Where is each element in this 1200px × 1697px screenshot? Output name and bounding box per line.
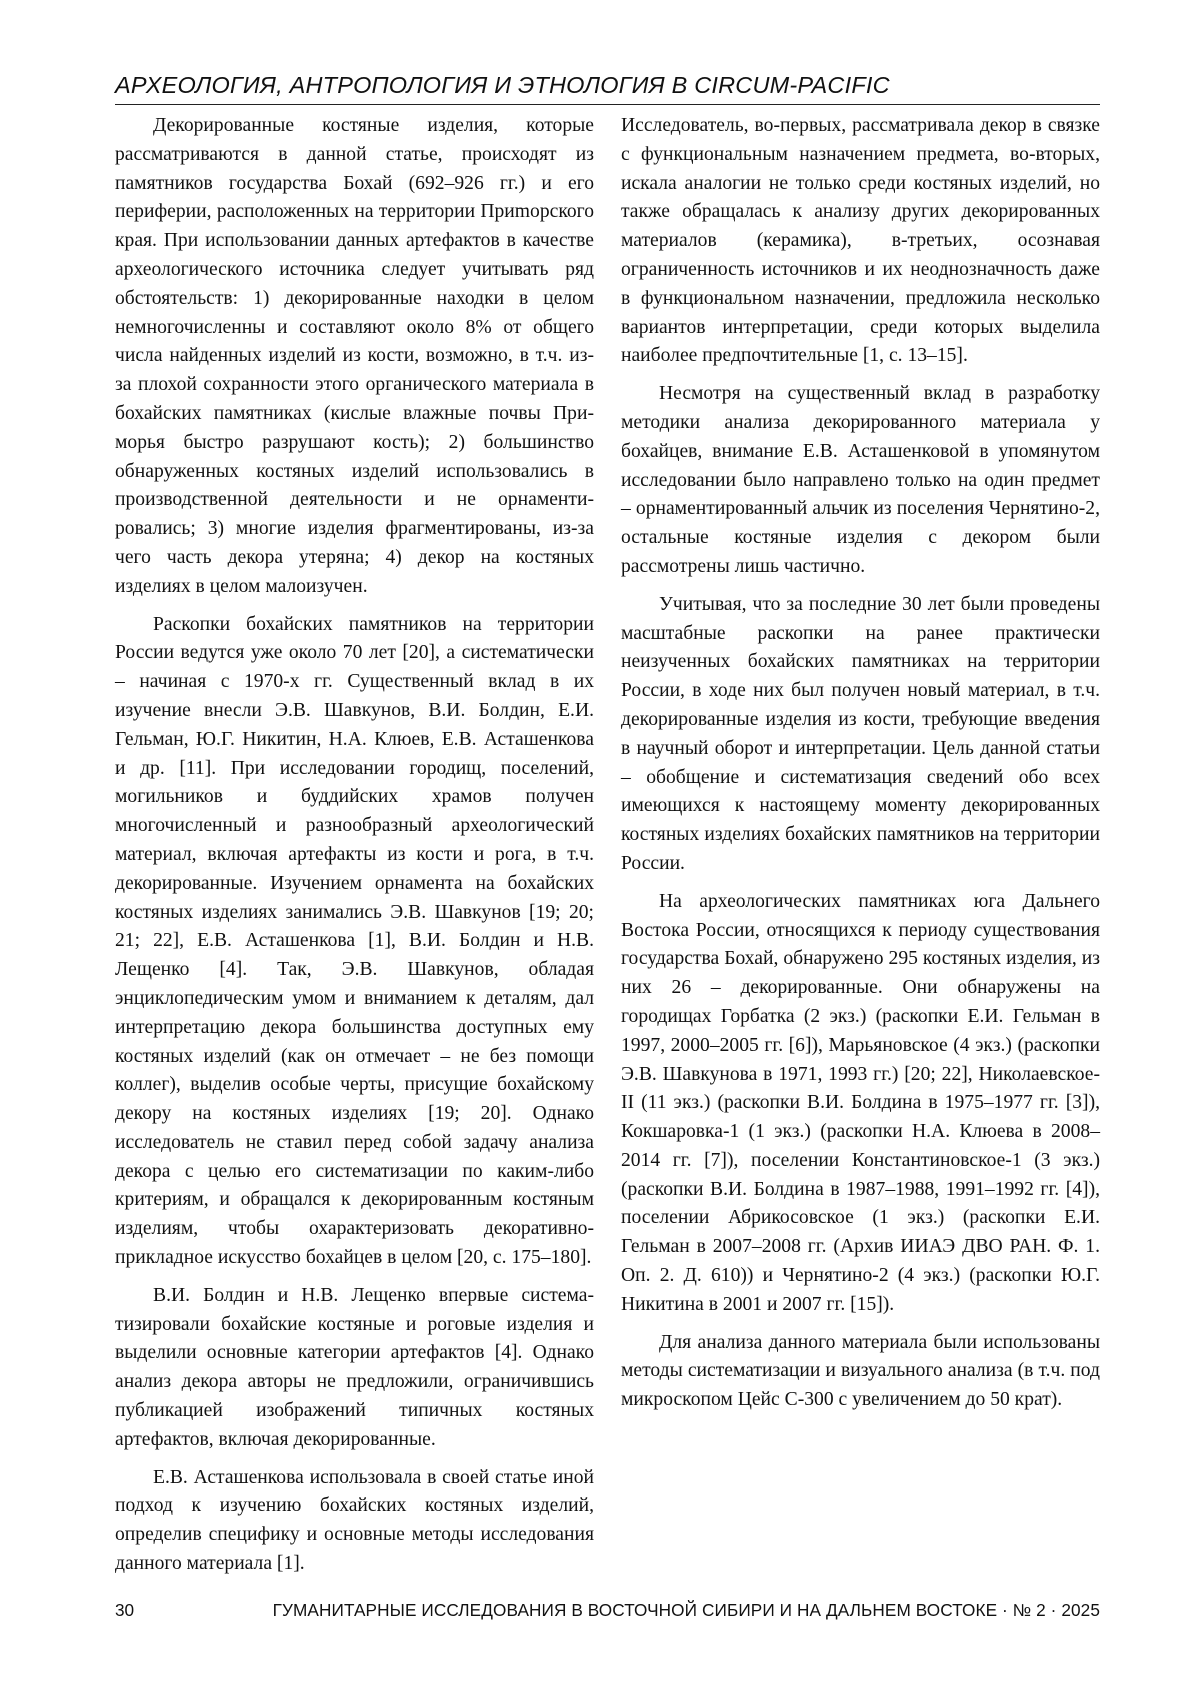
paragraph: Е.В. Асташенкова использовала в своей статье иной подход к изучению бохайских костяных изделий, определив специфику и основные методы исследования данного материала [1]. bbox=[115, 1466, 594, 1575]
paragraph-continuation: Исследователь, во-первых, рассматривала декор в связке с функциональным назначением предмета, во-вторых, искала аналогии не только среди костяных изделий, но также обращалась к анализу других декорированных материалов (керамика), в-третьих, осознавая ограниченность источников и их неоднозначность даже в функциональном назначении, предложила несколько вариантов интерпретации, среди которых выделила наиболее предпочтительные [1, с. 13–15]. bbox=[621, 115, 1100, 367]
paragraph: В.И. Болдин и Н.В. Лещенко впервые систематизировали бохайские костяные и роговые изделия и выделили основные категории артефактов [4]. Однако анализ декора авторы не предложили, ограничившись публикацией изображений типичных костяных артефактов, включая декорированные. bbox=[115, 1284, 594, 1450]
journal-title: ГУМАНИТАРНЫЕ ИССЛЕДОВАНИЯ В ВОСТОЧНОЙ СИБИРИ И НА ДАЛЬНЕМ ВОСТОКЕ · № 2 · 2025 bbox=[272, 1600, 1100, 1620]
left-column bbox=[115, 112, 594, 1588]
page-number: 30 bbox=[115, 1600, 135, 1620]
paragraph: Раскопки бохайских памятников на территории России ведутся уже около 70 лет [20], а систематически – начиная с 1970-х гг. Существенный вклад в их изучение внесли Э.В. Шавкунов, В.И. Болдин, Е.И. Гельман, Ю.Г. Никитин, Н.А. Клюев, Е.В. Асташенкова и др. [11]. При исследовании городищ, поселений, могильников и буддийских храмов получен многочисленный и разнообразный археологический материал, включая артефакты из кости и рога, в т.ч. декорированные. Изучением орнамента на бохайских костяных изделиях занимались Э.В. Шавкунов [19; 20; 21; 22], Е.В. Асташенкова [1], В.И. Болдин и Н.В. Лещенко [4]. Так, Э.В. Шавкунов, обладая энциклопедическим умом и вниманием к деталям, дал интерпретацию декора большинства доступных ему костяных изделий (как он отмечает – не без помощи коллег), выделив особые черты, присущие бохайскому декору на костяных изделиях [19; 20]. Однако исследователь не ставил перед собой задачу анализа декора с целью его систематизации по каким-либо критериям, и обращался к декорированным костяным изделиям, чтобы охарактеризовать декоративно-прикладное искусство бохайцев в целом [20, с. 175–180]. bbox=[115, 613, 594, 1269]
paragraph: Несмотря на существенный вклад в разработку методики анализа декорированного материала у бохайцев, внимание Е.В. Асташенковой в упомянутом исследовании было направлено только на один предмет – орнаментированный альчик из поселения Чернятино-2, остальные костяные изделия с декором были рассмотрены лишь частично. bbox=[621, 383, 1100, 577]
paragraph: Декорированные костяные изделия, которые рассматриваются в данной статье, происходят из памятников государства Бохай (692–926 гг.) и его периферии, расположенных на территории Приmорского края. При использовании данных артефактов в качестве археологического источника следует учитывать ряд обстоятельств: 1) декорированные находки в целом немногочисленны и составляют около 8% от общего числа найденных изделий из кости, возможно, в т.ч. из-за плохой сохранности этого органического материала в бохайских памятниках (кислые влажные почвы Приморья быстро разрушают кость); 2) большинство обнаруженных костяных изделий использовались в производственной деятельности и не орнаментировались; 3) многие изделия фрагментированы, из-за чего часть декора утеряна; 4) декор на костяных изделиях в целом малоизучен. bbox=[115, 115, 594, 597]
paragraph: Учитывая, что за последние 30 лет были проведены масштабные раскопки на ранее практически неизученных бохайских памятниках на территории России, в ходе них был получен новый материал, в т.ч. декорированные изделия из кости, требующие введения в научный оборот и интерпретации. Цель данной статьи – обобщение и систематизация сведений обо всех имеющихся к настоящему моменту декорированных костяных изделиях бохайских памятников на территории России. bbox=[621, 593, 1100, 874]
paragraph: На археологических памятниках юга Дальнего Востока России, относящихся к периоду существования государства Бохай, обнаружено 295 костяных изделия, из них 26 – декорированные. Они обнаружены на городищах Горбатка (2 экз.) (раскопки Е.И. Гельман в 1997, 2000–2005 гг. [6]), Марьяновское (4 экз.) (раскопки Э.В. Шавкунова в 1971, 1993 гг.) [20; 22], Николаевское-II (11 экз.) (раскопки В.И. Болдина в 1975–1977 гг. [3]), Кокшаровка-1 (1 экз.) (раскопки Н.А. Клюева в 2008–2014 гг. [7]), поселении Константиновское-1 (3 экз.) (раскопки В.И. Болдина в 1987–1988, 1991–1992 гг. [4]), поселении Абрикосовское (1 экз.) (раскопки Е.И. Гельман в 2007–2008 гг. (Архив ИИАЭ ДВО РАН. Ф. 1. Оп. 2. Д. 610)) и Чернятино-2 (4 экз.) (раскопки Ю.Г. Никитина в 2001 и 2007 гг. [15]). bbox=[621, 890, 1100, 1315]
right-column bbox=[621, 112, 1100, 1424]
paragraph: Для анализа данного материала были использованы методы систематизации и визуального анализа (в т.ч. под микроскопом Цейс С-300 с увеличением до 50 крат). bbox=[621, 1331, 1100, 1411]
header-rule bbox=[115, 104, 1100, 105]
running-header: АРХЕОЛОГИЯ, АНТРОПОЛОГИЯ И ЭТНОЛОГИЯ В CIRCUM-PACIFIC bbox=[115, 72, 890, 98]
